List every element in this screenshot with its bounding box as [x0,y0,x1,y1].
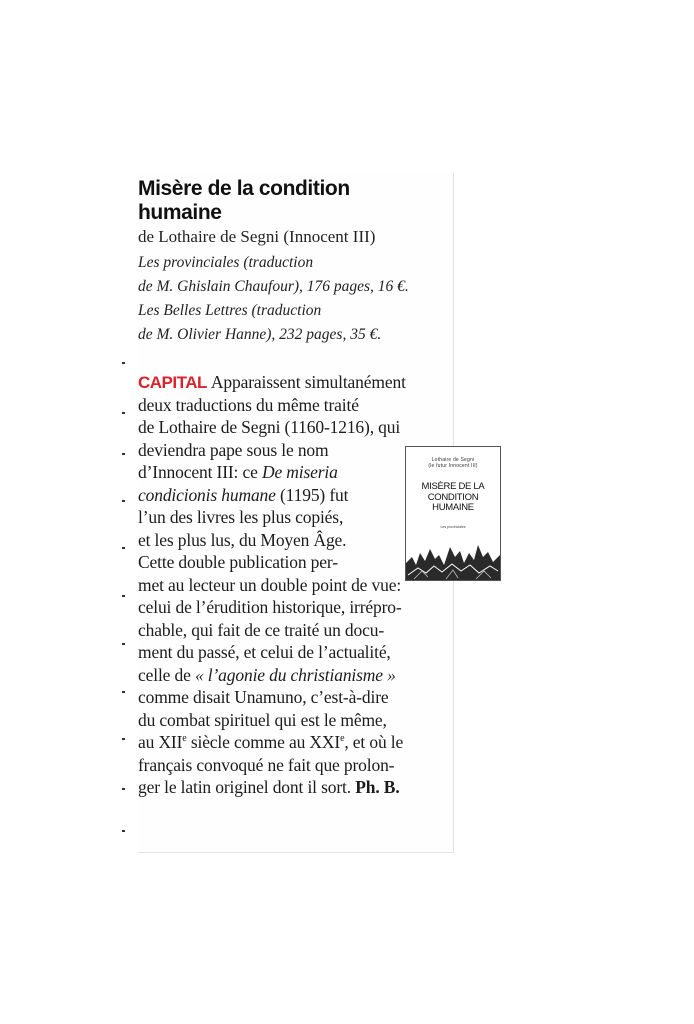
title-line: humaine [138,201,222,224]
body-line: l’un des livres les plus copiés, [138,507,344,527]
body-line: français convoqué ne fait que prolon- [138,754,395,775]
signature: Ph. B. [355,777,400,797]
superscript: e [340,733,345,744]
margin-mark [122,500,125,502]
edition-line: de M. Olivier Hanne), 232 pages, 35 €. [138,326,382,343]
body-line: deviendra pape sous le nom [138,439,329,460]
body-line: siècle comme au XXI [186,732,341,752]
cover-author [406,457,500,469]
margin-mark [122,547,125,549]
body-line: , et où le [344,732,404,752]
cover-author-line: Lothaire de Segni [431,457,475,463]
body-line: deux traductions du même traité [138,394,359,415]
body-line: chable, qui fait de ce traité un docu- [138,619,384,640]
body-line: ment du passé, et celui de l’actualité, [138,642,391,662]
body-line: et les plus lus, du Moyen Âge. [138,529,347,550]
cover-author-line: (le futur Innocent III) [428,463,478,469]
body-line: (1195) fut [275,484,349,505]
book-cover-image [405,446,501,581]
cover-illustration-icon [406,535,500,580]
margin-mark [122,788,125,790]
body-line: d’Innocent III: ce [138,462,262,482]
margin-mark [122,738,125,740]
edition-line: Les provinciales (traduction [138,254,314,271]
cover-title-line: CONDITION [427,491,479,503]
superscript: e [182,733,187,744]
body-line: au XII [138,732,183,752]
editions-list [138,251,409,347]
margin-mark [122,830,125,832]
book-latin-title: De miseria [261,462,338,482]
cover-title-line: HUMAINE [432,502,474,513]
margin-mark [122,453,125,455]
margin-mark [122,691,125,693]
cover-title [406,482,500,514]
review-title [138,177,438,225]
body-line: celle de [138,664,195,685]
body-line: du combat spirituel qui est le même, [138,709,387,730]
edition-line: de M. Ghislain Chaufour), 176 pages, 16 €. [138,278,409,295]
quotation: « l’agonie du christianisme » [194,664,396,685]
book-author: de Lothaire de Segni (Innocent III) [138,227,376,246]
margin-mark [122,595,125,597]
body-line: Apparaissent simultanément [210,372,406,392]
body-line: ger le latin originel dont il sort. [138,777,351,797]
body-line: de Lothaire de Segni (1160-1216), qui [138,417,401,437]
edition-line: Les Belles Lettres (traduction [138,302,322,319]
review-body [138,371,406,799]
body-line: met au lecteur un double point de vue: [138,574,402,595]
body-line: comme disait Unamuno, c’est-à-dire [138,687,389,707]
margin-mark [122,643,125,645]
title-line: Misère de la condition [138,177,350,200]
body-line: Cette double publication per- [138,552,338,572]
margin-mark [122,412,125,414]
cover-title-line: MISÈRE DE LA [421,481,485,492]
rubric-label: CAPITAL [138,373,207,392]
book-latin-title: condicionis humane [138,484,276,505]
body-line: celui de l’érudition historique, irrépro- [138,597,402,617]
margin-mark [122,362,125,364]
cover-publisher: Les provinciales [440,525,466,529]
